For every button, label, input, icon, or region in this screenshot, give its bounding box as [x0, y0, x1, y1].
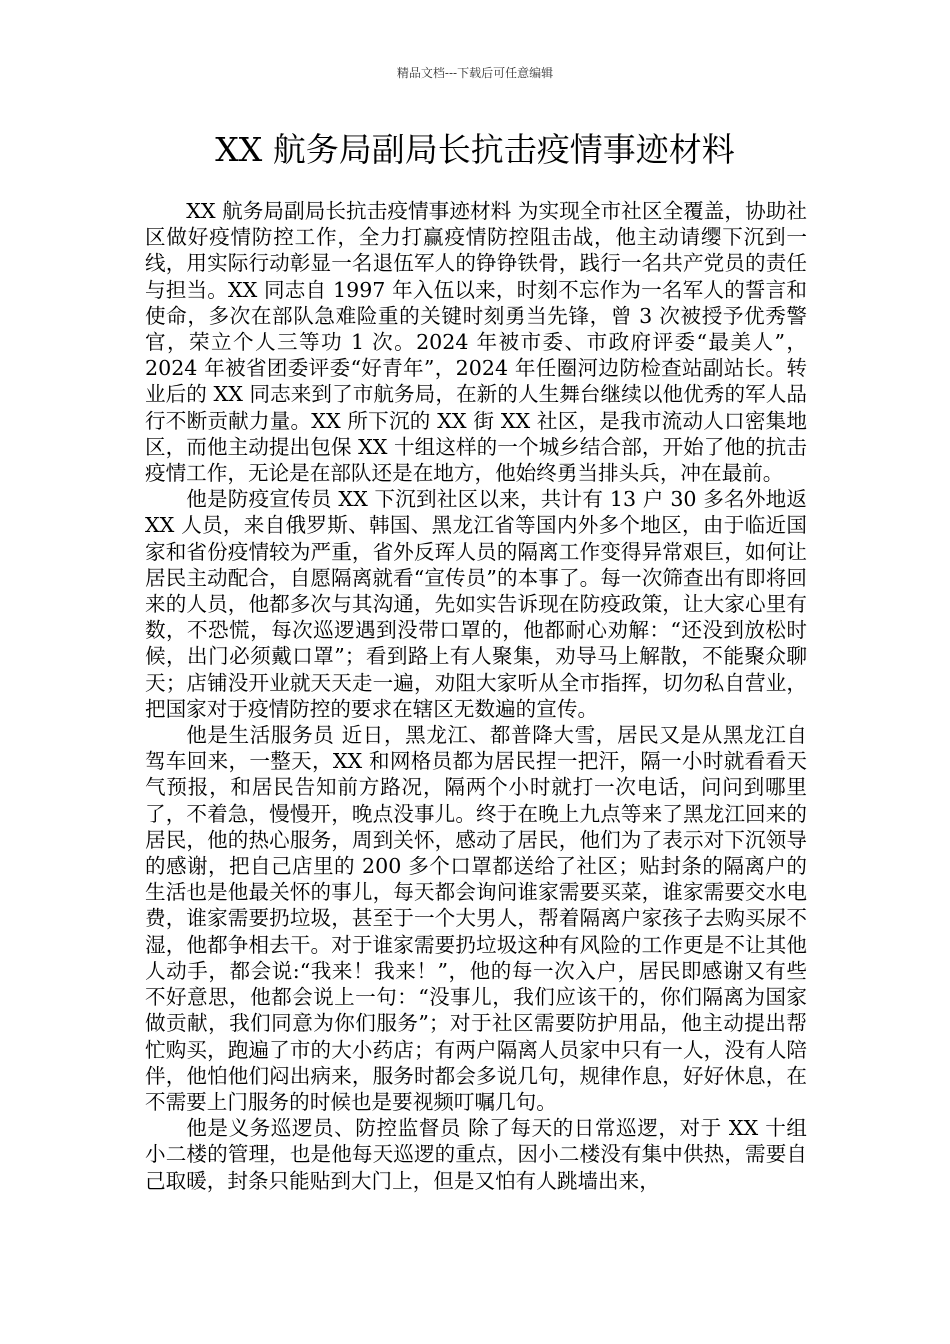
paragraph-propaganda: 他是防疫宣传员 XX 下沉到社区以来，共计有 13 户 30 多名外地返 XX 人员，来自俄罗斯、韩国、黑龙江省等国内外多个地区，由于临近国家和省份疫情较为严重，省外反珲人员的隔离工作变得异常艰巨，如何让居民主动配合，自愿隔离就看“宣传员”的本事了。每一次筛查出有即将回来的人员，他都多次与其沟通，先如实告诉现在防疫政策，让大家心里有数，不恐慌，每次巡逻遇到没带口罩的，他都耐心劝解：“还没到放松时候，出门必须戴口罩”；看到路上有人聚集，劝导马上解散，不能聚众聊天；店铺没开业就天天走一遍，劝阻大家听从全市指挥，切勿私自营业，把国家对于疫情防控的要求在辖区无数遍的宣传。	[145, 487, 807, 721]
header-note: 精品文档---下载后可任意编辑	[396, 66, 554, 80]
document-title: XX 航务局副局长抗击疫情事迹材料	[215, 130, 735, 169]
document-body	[145, 198, 807, 1194]
paragraph-patrol: 他是义务巡逻员、防控监督员 除了每天的日常巡逻，对于 XX 十组小二楼的管理，也是他每天巡逻的重点，因小二楼没有集中供热，需要自己取暖，封条只能贴到大门上，但是又怕有人跳墙出来，	[145, 1116, 807, 1193]
paragraph-service: 他是生活服务员 近日，黑龙江、都普降大雪，居民又是从黑龙江自驾车回来，一整天，XX 和网格员都为居民捏一把汗，隔一小时就看看天气预报，和居民告知前方路况，隔两个小时就打一次电话，问问到哪里了，不着急，慢慢开，晚点没事儿。终于在晚上九点等来了黑龙江回来的居民，他的热心服务，周到关怀，感动了居民，他们为了表示对下沉领导的感谢，把自己店里的 200 多个口罩都送给了社区；贴封条的隔离户的生活也是他最关怀的事儿，每天都会询问谁家需要买菜，谁家需要交水电费，谁家需要扔垃圾，甚至于一个大男人，帮着隔离户家孩子去购买尿不湿，他都争相去干。对于谁家需要扔垃圾这种有风险的工作更是不让其他人动手，都会说:“我来！我来！”，他的每一次入户，居民即感谢又有些不好意思，他都会说上一句：“没事儿，我们应该干的，你们隔离为国家做贡献，我们同意为你们服务”；对于社区需要防护用品，他主动提出帮忙购买，跑遍了市的大小药店；有两户隔离人员家中只有一人，没有人陪伴，他怕他们闷出病来，服务时都会多说几句，规律作息，好好休息，在不需要上门服务的时候也是要视频叮嘱几句。	[145, 723, 807, 1114]
paragraph-intro: XX 航务局副局长抗击疫情事迹材料 为实现全市社区全覆盖，协助社区做好疫情防控工作，全力打赢疫情防控阻击战，他主动请缨下沉到一线，用实际行动彰显一名退伍军人的铮铮铁骨，践行一名共产党员的责任与担当。XX 同志自 1997 年入伍以来，时刻不忘作为一名军人的誓言和使命，多次在部队急难险重的关键时刻勇当先锋，曾 3 次被授予优秀警官，荣立个人三等功 1 次。2024 年被市委、市政府评委“最美人”，2024 年被省团委评委“好青年”，2024 年任圈河边防检查站副站长。转业后的 XX 同志来到了市航务局，在新的人生舞台继续以他优秀的军人品行不断贡献力量。XX 所下沉的 XX 街 XX 社区，是我市流动人口密集地区，而他主动提出包保 XX 十组这样的一个城乡结合部，开始了他的抗击疫情工作，无论是在部队还是在地方，他始终勇当排头兵，冲在最前。	[145, 199, 807, 486]
